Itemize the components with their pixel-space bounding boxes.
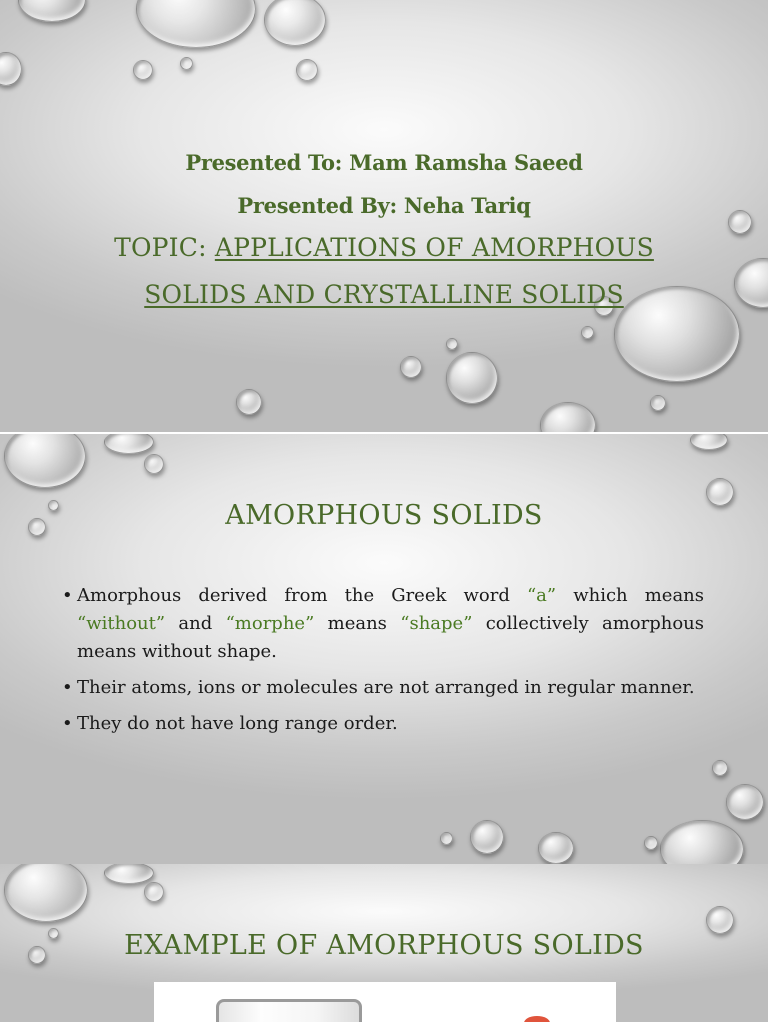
highlighted-term: “morphe”	[225, 613, 315, 634]
water-drop-decoration	[4, 434, 86, 488]
water-drop-decoration	[540, 402, 596, 432]
bullet-text: which means	[556, 585, 705, 606]
water-drop-decoration	[18, 0, 86, 22]
example-image	[154, 982, 616, 1022]
highlighted-term: “shape”	[400, 613, 473, 634]
red-object-image	[524, 1016, 550, 1022]
water-drop-decoration	[144, 882, 164, 902]
water-drop-decoration	[264, 0, 326, 46]
bullet-text: means	[314, 613, 401, 634]
title-slide	[0, 0, 768, 432]
water-drop-decoration	[136, 0, 256, 48]
bullet-list	[62, 582, 704, 746]
topic-title-part-1: APPLICATIONS OF AMORPHOUS	[214, 233, 654, 262]
slide-title: EXAMPLE OF AMORPHOUS SOLIDS	[124, 930, 644, 961]
bullet-item-range-order: • They do not have long range order.	[62, 710, 704, 738]
bullet-text: collectively amorphous means without shape.	[77, 613, 704, 662]
water-drop-decoration	[712, 760, 728, 776]
water-drop-decoration	[446, 338, 458, 350]
water-drop-decoration	[180, 57, 193, 70]
water-drop-decoration	[446, 352, 498, 404]
water-drop-decoration	[644, 836, 658, 850]
water-drop-decoration	[581, 326, 594, 339]
slide-title: AMORPHOUS SOLIDS	[225, 500, 543, 531]
water-drop-decoration	[440, 832, 453, 845]
water-drop-decoration	[236, 389, 262, 415]
highlighted-term: “without”	[77, 613, 166, 634]
bullet-item-definition	[62, 582, 704, 666]
glass-image	[216, 999, 362, 1022]
topic-prefix: TOPIC:	[114, 233, 215, 262]
topic-title-part-2: SOLIDS AND CRYSTALLINE SOLIDS	[144, 280, 624, 309]
water-drop-decoration	[650, 395, 666, 411]
water-drop-decoration	[296, 59, 318, 81]
water-drop-decoration	[133, 60, 153, 80]
water-drop-decoration	[660, 820, 744, 864]
water-drop-decoration	[690, 434, 728, 450]
water-drop-decoration	[726, 784, 764, 820]
water-drop-decoration	[104, 864, 154, 884]
presented-by-line: Presented By: Neha Tariq	[237, 193, 531, 218]
water-drop-decoration	[104, 434, 154, 454]
water-drop-decoration	[538, 832, 574, 864]
bullet-text: Amorphous derived from the Greek word	[77, 585, 527, 606]
topic-line-1	[0, 233, 768, 262]
water-drop-decoration	[400, 356, 422, 378]
water-drop-decoration	[470, 820, 504, 854]
topic-line-2	[0, 280, 768, 309]
bullet-text: and	[165, 613, 226, 634]
water-drop-decoration	[144, 454, 164, 474]
water-drop-decoration	[0, 52, 22, 86]
highlighted-term: “a”	[526, 585, 557, 606]
examples-slide	[0, 864, 768, 1022]
water-drop-decoration	[4, 864, 88, 922]
presented-to-line: Presented To: Mam Ramsha Saeed	[185, 150, 583, 175]
bullet-item-arrangement: • Their atoms, ions or molecules are not arranged in regular manner.	[62, 674, 704, 702]
